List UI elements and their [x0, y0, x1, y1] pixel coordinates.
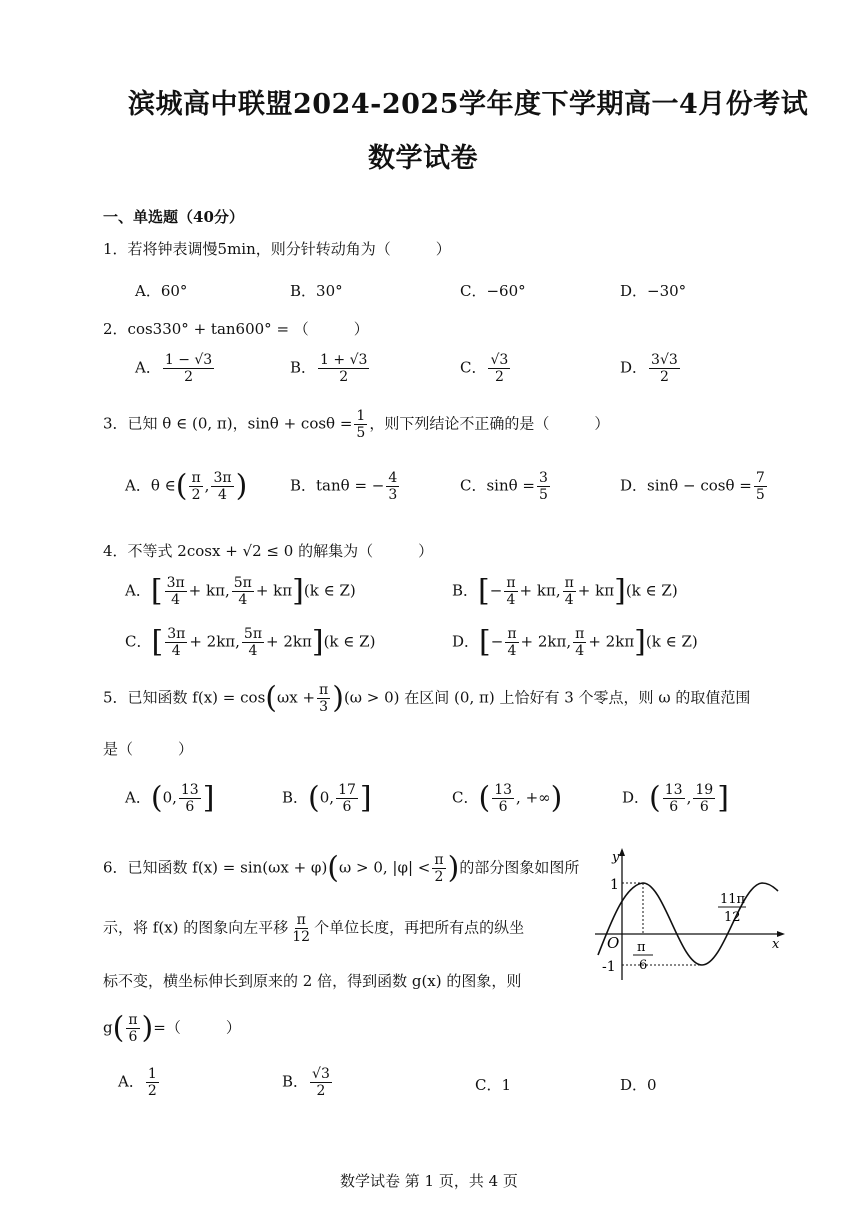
- x2-den: 12: [724, 910, 741, 925]
- q3-d-label: D．sinθ − cosθ =: [620, 476, 752, 495]
- q2-expression: cos330° + tan600° = （ ）: [127, 320, 369, 338]
- q3-option-a: A．θ ∈( $\frac{\pi}{2}$ , $\frac{3\pi}{4}$ ): [125, 468, 248, 504]
- q5-option-c: C．( $\frac{13}{6}$ , +∞): [452, 780, 563, 816]
- x-axis-label: x: [772, 937, 780, 952]
- sine-curve: [598, 883, 778, 965]
- q4-option-c: C．[ $\frac{3\pi}{4}$ + 2kπ, $\frac{5\pi}{4}$ + 2kπ](k ∈ Z): [125, 624, 376, 660]
- q3-fraction: $\frac{1}{5}$: [356, 408, 366, 442]
- page-title: 滨城高中联盟2024-2025学年度下学期高一4月份考试: [128, 89, 809, 120]
- x1-den: 6: [639, 958, 648, 973]
- question-6-line2: 示，将 f(x) 的图象向左平移 $\frac{\pi}{12}$ 个单位长度，再把所有点的纵坐: [103, 912, 525, 946]
- q2-a-fraction: $\frac{1 - √3}{2}$: [164, 352, 213, 386]
- y-axis-arrow: [619, 848, 625, 856]
- q3-pre: 3．已知 θ ∈ (0, π)，sinθ + cosθ =: [103, 414, 353, 433]
- q2-option-c: [460, 352, 512, 385]
- q2-option-a: [135, 352, 216, 385]
- x2-num: 11π: [720, 892, 746, 907]
- q1-option-b: B．30°: [290, 282, 343, 300]
- q2-number: 2．: [103, 320, 128, 338]
- q3-post: ，则下列结论不正确的是（ ）: [369, 414, 610, 433]
- y-min-label: -1: [602, 959, 616, 975]
- y-axis-label: y: [612, 850, 620, 865]
- page-footer: 数学试卷 第 1 页，共 4 页: [340, 1172, 518, 1190]
- question-5-stem-line2: 是（ ）: [103, 740, 194, 758]
- q6-option-d: D．0: [620, 1076, 657, 1094]
- q2-d-fraction: $\frac{3√3}{2}$: [651, 352, 678, 386]
- question-6-line1: 6．已知函数 f(x) = sin(ωx + φ)(ω > 0, |φ| < $\frac{\pi}{2}$ )的部分图象如图所: [103, 850, 580, 886]
- x1-num: π: [637, 940, 646, 955]
- q2-option-d: [620, 352, 682, 385]
- q6-option-c: C．1: [475, 1076, 512, 1094]
- q2-c-fraction: $\frac{√3}{2}$: [490, 352, 509, 386]
- q1-option-a: A．60°: [135, 282, 188, 300]
- q4-option-d: D．[− $\frac{\pi}{4}$ + 2kπ, $\frac{\pi}{4}$ + 2kπ](k ∈ Z): [452, 624, 698, 660]
- sine-graph: [590, 845, 790, 985]
- question-5-stem: 5．已知函数 f(x) = cos(ωx + $\frac{\pi}{3}$ )(ω > 0) 在区间 (0, π) 上恰好有 3 个零点，则 ω 的取值范围: [103, 680, 751, 716]
- q3-a-label: A．θ ∈: [125, 476, 176, 495]
- q2-b-label: B．: [290, 358, 317, 377]
- question-6-line3: 标不变，横坐标伸长到原来的 2 倍，得到函数 g(x) 的图象，则: [103, 972, 522, 990]
- question-4-stem: 4．不等式 2cosx + √2 ≤ 0 的解集为（ ）: [103, 542, 434, 560]
- question-1-stem: 1．若将钟表调慢5min，则分针转动角为（ ）: [103, 240, 451, 258]
- page-subtitle: 数学试卷: [368, 143, 478, 174]
- q3-option-b: B．tanθ = − $\frac{4}{3}$: [290, 470, 398, 504]
- q2-c-label: C．: [460, 358, 487, 377]
- q3-b-label: B．tanθ = −: [290, 476, 385, 495]
- q1-option-d: D．−30°: [620, 282, 687, 300]
- q4-option-b: B．[− $\frac{\pi}{4}$ + kπ, $\frac{\pi}{4}$ + kπ](k ∈ Z): [452, 573, 678, 609]
- q6-option-b: B． $\frac{√3}{2}$: [282, 1066, 330, 1100]
- q2-d-label: D．: [620, 358, 648, 377]
- q5-option-b: B．(0, $\frac{17}{6}$ ]: [282, 780, 372, 816]
- q3-c-label: C．sinθ =: [460, 476, 536, 495]
- q6-option-a: A． $\frac{1}{2}$: [118, 1066, 157, 1100]
- q5-option-d: D．( $\frac{13}{6}$ , $\frac{19}{6}$ ]: [622, 780, 729, 816]
- q2-a-label: A．: [135, 358, 161, 377]
- q3-option-d: D．sinθ − cosθ = $\frac{7}{5}$: [620, 470, 765, 504]
- question-3-stem: [103, 408, 609, 441]
- q2-b-fraction: $\frac{1 + √3}{2}$: [320, 352, 368, 386]
- q2-option-b: [290, 352, 371, 385]
- q1-option-c: C．−60°: [460, 282, 526, 300]
- section-heading: 一、单选题（40分）: [103, 208, 244, 226]
- origin-label: O: [607, 934, 620, 952]
- question-2-stem: [103, 318, 369, 339]
- q4-option-a: A．[ $\frac{3\pi}{4}$ + kπ, $\frac{5\pi}{4}$ + kπ](k ∈ Z): [125, 573, 356, 609]
- question-6-line4: g( $\frac{\pi}{6}$ )=（ ）: [103, 1010, 241, 1046]
- q3-option-c: C．sinθ = $\frac{3}{5}$: [460, 470, 548, 504]
- y-max-label: 1: [610, 877, 619, 893]
- q5-option-a: A．(0, $\frac{13}{6}$ ]: [125, 780, 215, 816]
